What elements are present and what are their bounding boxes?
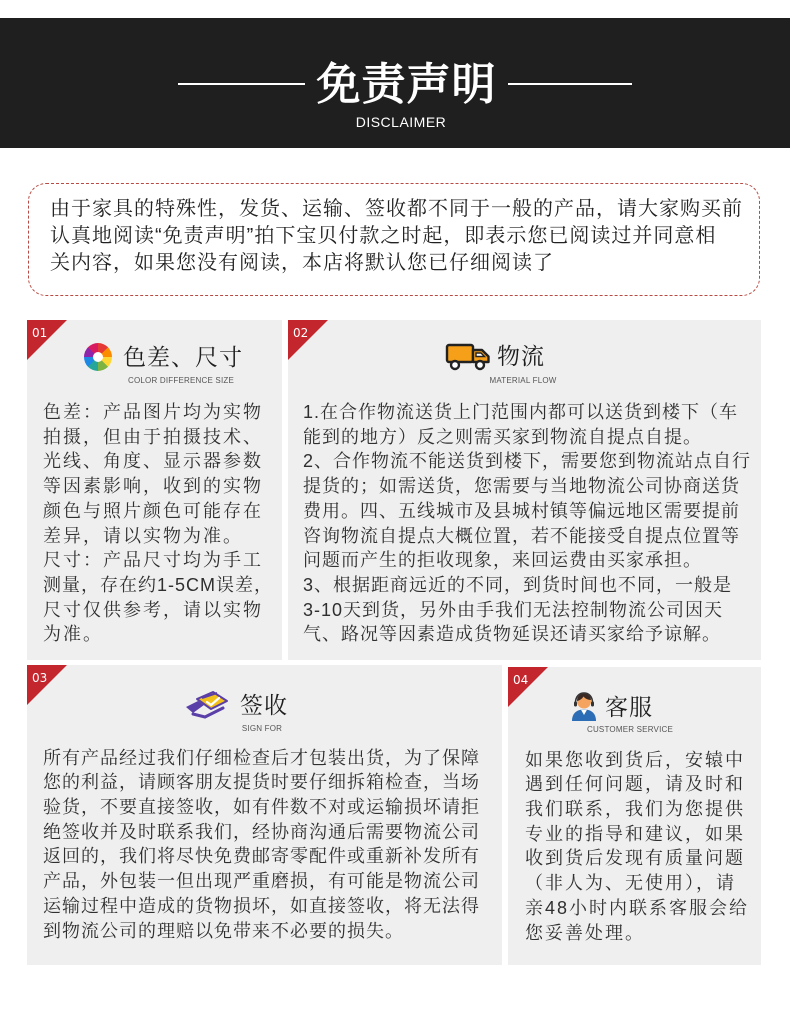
- section-number: 01: [32, 326, 48, 340]
- customer-service-icon: [570, 692, 598, 721]
- section-body: [525, 748, 749, 946]
- body-line: 提货的；如需送货，您需要与当地物流公司协商送货: [303, 476, 740, 497]
- header-banner: [0, 18, 790, 148]
- section-subtitle: CUSTOMER SERVICE: [586, 725, 674, 734]
- section-card-sign-for: [27, 665, 502, 965]
- intro-line: 关内容，如果您没有阅读，本店将默认您已仔细阅读了: [50, 252, 554, 274]
- body-line: 为准。: [43, 624, 103, 645]
- body-line: 产品，外包装一但出现严重磨损，有可能是物流公司: [43, 871, 480, 892]
- body-line: 1.在合作物流送货上门范围内都可以送货到楼下（车: [303, 402, 739, 422]
- header-rule-left: [178, 83, 305, 85]
- page-title: 免责声明: [316, 60, 497, 109]
- body-line: 3、根据距商远近的不同，到货时间也不同，一般是: [303, 574, 733, 595]
- body-line: 我们联系，我们为您提供: [525, 799, 745, 819]
- body-line: 2、合作物流不能送货到楼下，需要您到物流站点自行: [303, 451, 752, 472]
- body-line: （非人为、无使用），请: [525, 873, 736, 894]
- body-line: 色差：产品图片均为实物: [43, 402, 263, 422]
- body-line: 专业的指导和建议，如果: [525, 823, 745, 844]
- section-subtitle: MATERIAL FLOW: [489, 376, 557, 385]
- body-line: 测量，存在约1-5CM误差，: [43, 574, 274, 595]
- body-line: 您妥善处理。: [525, 922, 645, 943]
- section-subtitle: SIGN FOR: [241, 724, 283, 733]
- body-line: 费用。四、五线城市及县城村镇等偏远地区需要提前: [303, 500, 740, 521]
- section-number: 02: [293, 326, 309, 340]
- body-line: 3-10天到货，另外由手我们无法控制物流公司因天: [303, 599, 724, 620]
- section-body: [303, 400, 751, 647]
- body-line: 绝签收并及时联系我们，经协商沟通后需要物流公司: [43, 821, 480, 842]
- section-body: [43, 746, 480, 944]
- body-line: 尺寸仅供参考，请以实物: [43, 599, 263, 620]
- body-line: 运输过程中造成的货物损坏，如直接签收，将无法得: [43, 895, 480, 916]
- truck-icon: [445, 343, 491, 371]
- body-line: 颜色与照片颜色可能存在: [43, 500, 263, 521]
- section-card-color-size: [27, 320, 282, 660]
- intro-line: 由于家具的特殊性，发货、运输、签收都不同于一般的产品，请大家购买前: [50, 198, 743, 220]
- section-card-logistics: [288, 320, 761, 660]
- body-line: 问题而产生的拒收现象，来回运费由买家承担。: [303, 550, 702, 571]
- page-subtitle: DISCLAIMER: [355, 114, 447, 130]
- intro-text: [50, 196, 743, 277]
- intro-box: [28, 183, 760, 296]
- body-line: 能到的地方）反之则需买家到物流自提点自提。: [303, 426, 702, 447]
- body-line: 拍摄，但由于拍摄技术、: [43, 426, 263, 447]
- intro-line: 认真地阅读“免责声明”拍下宝贝付款之时起，即表示您已阅读过并同意相: [50, 225, 717, 247]
- section-subtitle: COLOR DIFFERENCE SIZE: [128, 376, 234, 385]
- body-line: 返回的，我们将尽快免费邮寄零配件或重新补发所有: [43, 846, 480, 867]
- body-line: 如果您收到货后，安辕中: [525, 749, 745, 770]
- body-line: 到物流公司的理赔以免带来不必要的损失。: [43, 920, 404, 941]
- section-body: [43, 400, 273, 647]
- sign-package-icon: [185, 690, 229, 720]
- body-line: 收到货后发现有质量问题: [525, 848, 745, 869]
- body-line: 咨询物流自提点大概位置，若不能接受自提点位置等: [303, 525, 740, 546]
- section-number: 03: [32, 671, 48, 685]
- section-title: 色差、尺寸: [123, 344, 243, 370]
- body-line: 遇到任何问题，请及时和: [525, 774, 745, 795]
- section-card-customer-service: [508, 667, 761, 965]
- section-title: 签收: [240, 692, 288, 718]
- body-line: 差异，请以实物为准。: [43, 525, 243, 546]
- body-line: 您的利益，请顾客朋友提货时要仔细拆箱检查，当场: [43, 772, 480, 793]
- header-rule-right: [508, 83, 632, 85]
- section-number: 04: [513, 673, 529, 687]
- body-line: 所有产品经过我们仔细检查后才包装出货，为了保障: [43, 747, 480, 768]
- body-line: 验货，不要直接签收，如有件数不对或运输损坏请拒: [43, 797, 480, 817]
- body-line: 亲48小时内联系客服会给: [525, 897, 750, 918]
- section-title: 客服: [605, 694, 653, 720]
- body-line: 等因素影响，收到的实物: [43, 476, 263, 497]
- body-line: 光线、角度、显示器参数: [43, 451, 263, 472]
- color-wheel-icon: [84, 343, 112, 371]
- body-line: 尺寸：产品尺寸均为手工: [43, 550, 263, 571]
- section-title: 物流: [497, 343, 545, 369]
- body-line: 气、路况等因素造成货物延误还请买家给予谅解。: [303, 624, 721, 645]
